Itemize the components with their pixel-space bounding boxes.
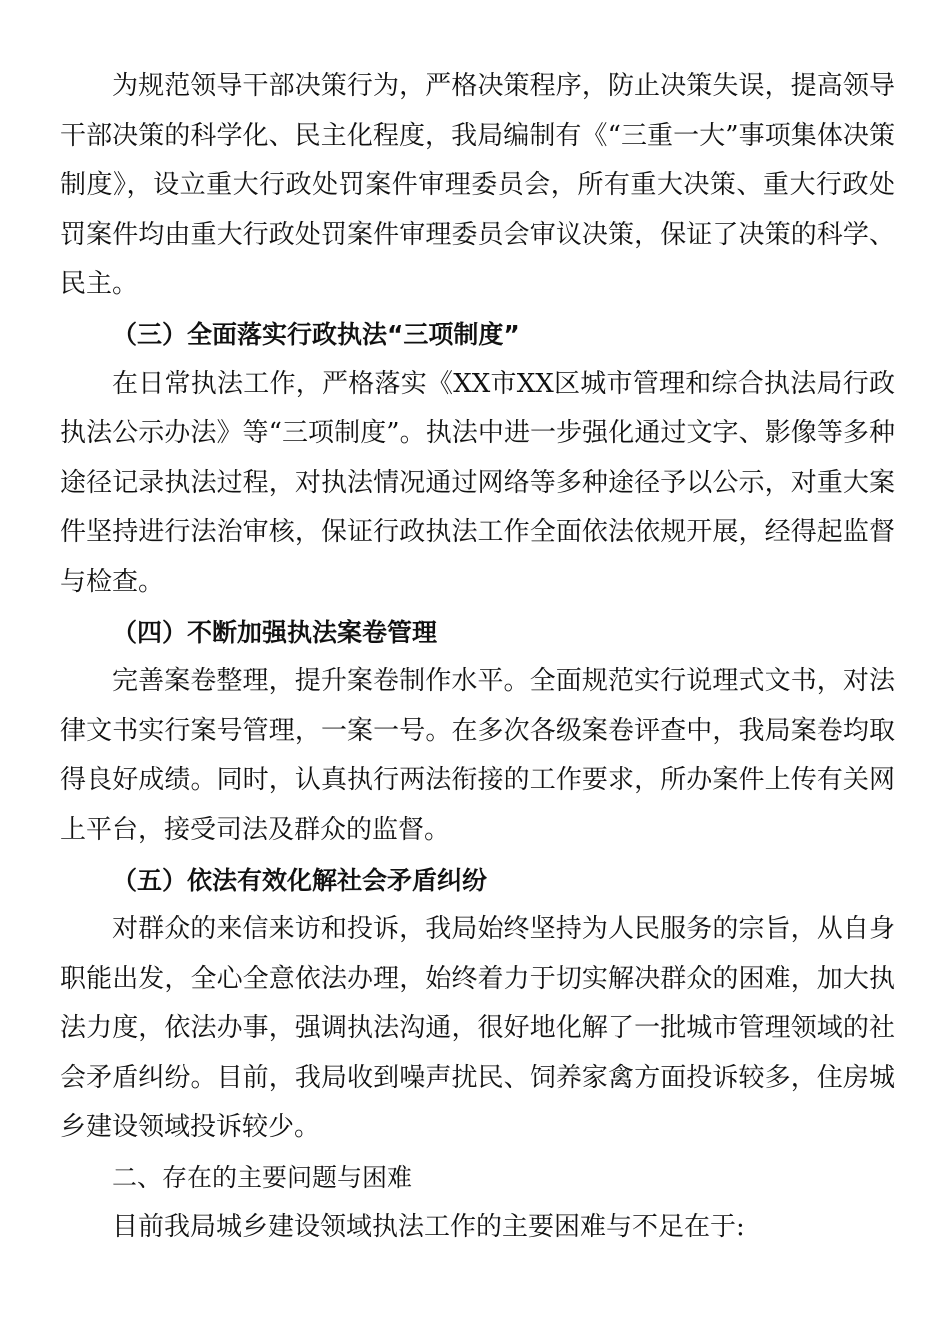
paragraph-three-systems: 在日常执法工作，严格落实《XX市XX区城市管理和综合执法局行政执法公示办法》等“三项制度”。执法中进一步强化通过文字、影像等多种途径记录执法过程，对执法情况通过网络等多种途径予以公示，对重大案件坚持进行法治审核，保证行政执法工作全面依法依规开展，经得起监督与检查。 — [60, 368, 895, 597]
heading-dispute-resolution: （五）依法有效化解社会矛盾纠纷 — [112, 865, 488, 895]
paragraph-dispute-resolution: 对群众的来信来访和投诉，我局始终坚持为人民服务的宗旨，从自身职能出发，全心全意依法办理，始终着力于切实解决群众的困难，加大执法力度，依法办事，强调执法沟通，很好地化解了一批城市管理领域的社会矛盾纠纷。目前，我局收到噪声扰民、饲养家禽方面投诉较多，住房城乡建设领域投诉较少。 — [60, 914, 895, 1143]
paragraph-case-file-management: 完善案卷整理，提升案卷制作水平。全面规范实行说理式文书，对法律文书实行案号管理，一案一号。在多次各级案卷评查中，我局案卷均取得良好成绩。同时，认真执行两法衔接的工作要求，所办案件上传有关网上平台，接受司法及群众的监督。 — [60, 666, 895, 845]
document-page — [60, 62, 895, 1252]
section-title-problems: 二、存在的主要问题与困难 — [112, 1163, 413, 1193]
paragraph-decision-making: 为规范领导干部决策行为，严格决策程序，防止决策失误，提高领导干部决策的科学化、民主化程度，我局编制有《“三重一大”事项集体决策制度》，设立重大行政处罚案件审理委员会，所有重大决策、重大行政处罚案件均由重大行政处罚案件审理委员会审议决策，保证了决策的科学、民主。 — [60, 71, 895, 300]
paragraph-problems-intro: 目前我局城乡建设领域执法工作的主要困难与不足在于: — [112, 1211, 745, 1242]
heading-three-systems: （三）全面落实行政执法“三项制度” — [112, 319, 520, 349]
heading-case-file-management: （四）不断加强执法案卷管理 — [112, 617, 438, 647]
